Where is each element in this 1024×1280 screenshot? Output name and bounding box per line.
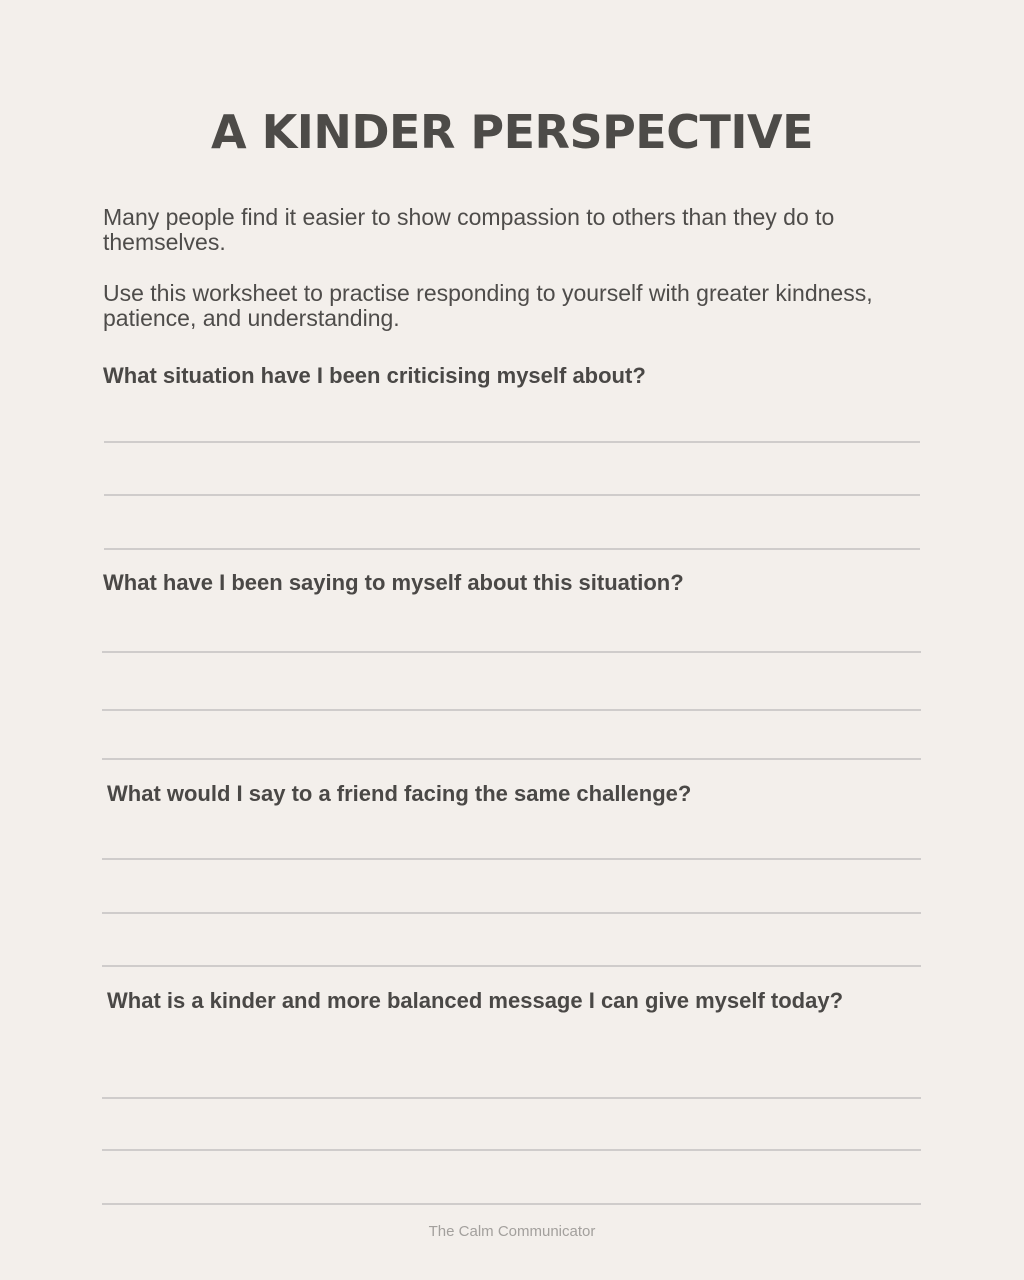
- answer-line[interactable]: [102, 651, 921, 653]
- question-heading: What situation have I been criticising myself about?: [103, 363, 646, 388]
- answer-line[interactable]: [102, 858, 921, 860]
- answer-line[interactable]: [102, 1097, 921, 1099]
- answer-line[interactable]: [102, 758, 921, 760]
- question-heading: What is a kinder and more balanced message I can give myself today?: [107, 988, 844, 1013]
- answer-line[interactable]: [102, 912, 921, 914]
- question-heading: What would I say to a friend facing the same challenge?: [107, 781, 692, 806]
- answer-line[interactable]: [102, 1149, 921, 1151]
- page-title: A KINDER PERSPECTIVE: [210, 105, 813, 159]
- intro-paragraph-2: Use this worksheet to practise responding to yourself with greater kindness, patience, and understanding.: [103, 280, 873, 331]
- question-heading: What have I been saying to myself about this situation?: [103, 570, 684, 595]
- answer-line[interactable]: [102, 965, 921, 967]
- footer-brand: The Calm Communicator: [428, 1223, 596, 1240]
- answer-line[interactable]: [104, 494, 920, 496]
- answer-line[interactable]: [102, 709, 921, 711]
- answer-line[interactable]: [102, 1203, 921, 1205]
- intro-paragraph-1: Many people find it easier to show compassion to others than they do to themselves.: [103, 204, 835, 255]
- answer-line[interactable]: [104, 548, 920, 550]
- answer-line[interactable]: [104, 441, 920, 443]
